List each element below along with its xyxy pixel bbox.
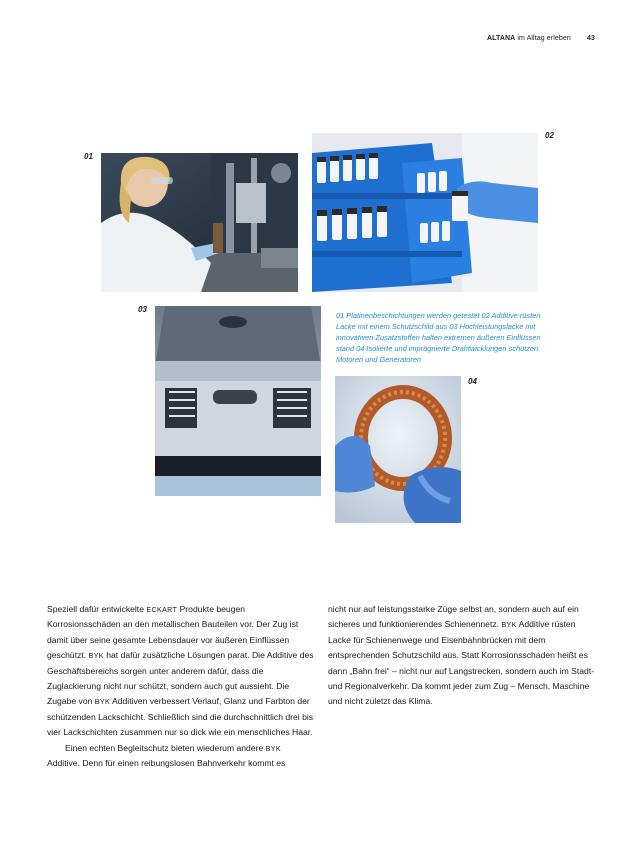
photo-train-roof (155, 306, 321, 496)
train-roof-illustration (155, 306, 321, 496)
image-number-01: 01 (84, 152, 93, 161)
paragraph (47, 602, 315, 741)
header-section: im Alltag erleben (517, 35, 571, 42)
header-brand: ALTANA (487, 35, 516, 42)
brand-byk: BYK (88, 651, 104, 661)
image-number-04: 04 (468, 377, 477, 386)
text-run: Produkte beugen Korrosionsschäden an den metallischen Bauteilen vor. Der Zug ist damit über seine gesamte Lebensdauer vor äußeren Einflüssen geschützt. (47, 604, 299, 661)
text-run: Additive. Denn für einen reibungslosen Bahnverkehr kommt es (47, 758, 286, 769)
text-run: Einen echten Begleitschutz bieten wiederum andere (65, 742, 266, 753)
brand-byk: BYK (94, 697, 111, 707)
text-run: Additiven verbessert Verlauf, Glanz und Farbton der schützenden Lackschicht. Schließlich sind die durchschnittlich drei bis vier Lackschichten zusammen nur so dick wie ein menschliches Haar. (47, 696, 314, 738)
brand-byk: BYK (501, 620, 517, 630)
paragraph (47, 741, 315, 772)
caption-04: 04 Isolierte und imprägnierte Drahtwicklungen schützen Motoren und Generatoren (336, 344, 539, 364)
image-number-02: 02 (545, 131, 554, 140)
text-run: Speziell dafür entwickelte (47, 604, 147, 614)
text-run: Additive rüsten Lacke für Schienenwege und Eisenbahnbrücken mit dem entsprechenden Schutzschild aus. Statt Korrosionsschaden heißt es dann „Bahn frei“ – nicht nur auf Langstrecken, sondern auch im Stadt- und Regionalverkehr. Da kommt jeder zum Zug – Mensch, Maschine und nicht zuletzt das Klima. (328, 619, 595, 707)
caption-03: 03 Hochleistungslacke mit innovativen Zusatzstoffen halten extremen äußeren Einflüssen stand (336, 322, 541, 353)
text-run: hat dafür zusätzliche Lösungen parat. Die Additive des Geschäftsbereichs sorgen unter anderem dafür, dass die Zuglackierung nicht nur schützt, sondern auch gut aussieht. Die Zugabe von (47, 650, 314, 707)
copper-coil-illustration (335, 376, 461, 523)
text-run: nicht nur auf leistungsstarke Züge selbst an, sondern auch auf ein sicheres und funktionierendes Schienennetz. (328, 604, 579, 630)
bottle-rack-illustration (312, 133, 538, 292)
brand-byk: BYK (265, 743, 281, 753)
caption-02: 02 Additive rüsten Lacke mit einem Schutzschild aus (336, 311, 541, 331)
photo-lab-technician (101, 153, 298, 292)
caption-01: 01 Platinenbeschichtungen werden getestet (336, 311, 480, 320)
brand-eckart: ECKART (146, 605, 178, 614)
photo-additive-bottles (312, 133, 538, 292)
page-number: 43 (587, 35, 595, 42)
lab-technician-illustration (101, 153, 298, 292)
photo-copper-coil (335, 376, 461, 523)
running-header (487, 35, 571, 42)
paragraph (328, 602, 596, 710)
figure-caption (336, 310, 556, 365)
image-number-03: 03 (138, 305, 147, 314)
body-column-2 (328, 602, 596, 710)
body-column-1 (47, 602, 315, 771)
